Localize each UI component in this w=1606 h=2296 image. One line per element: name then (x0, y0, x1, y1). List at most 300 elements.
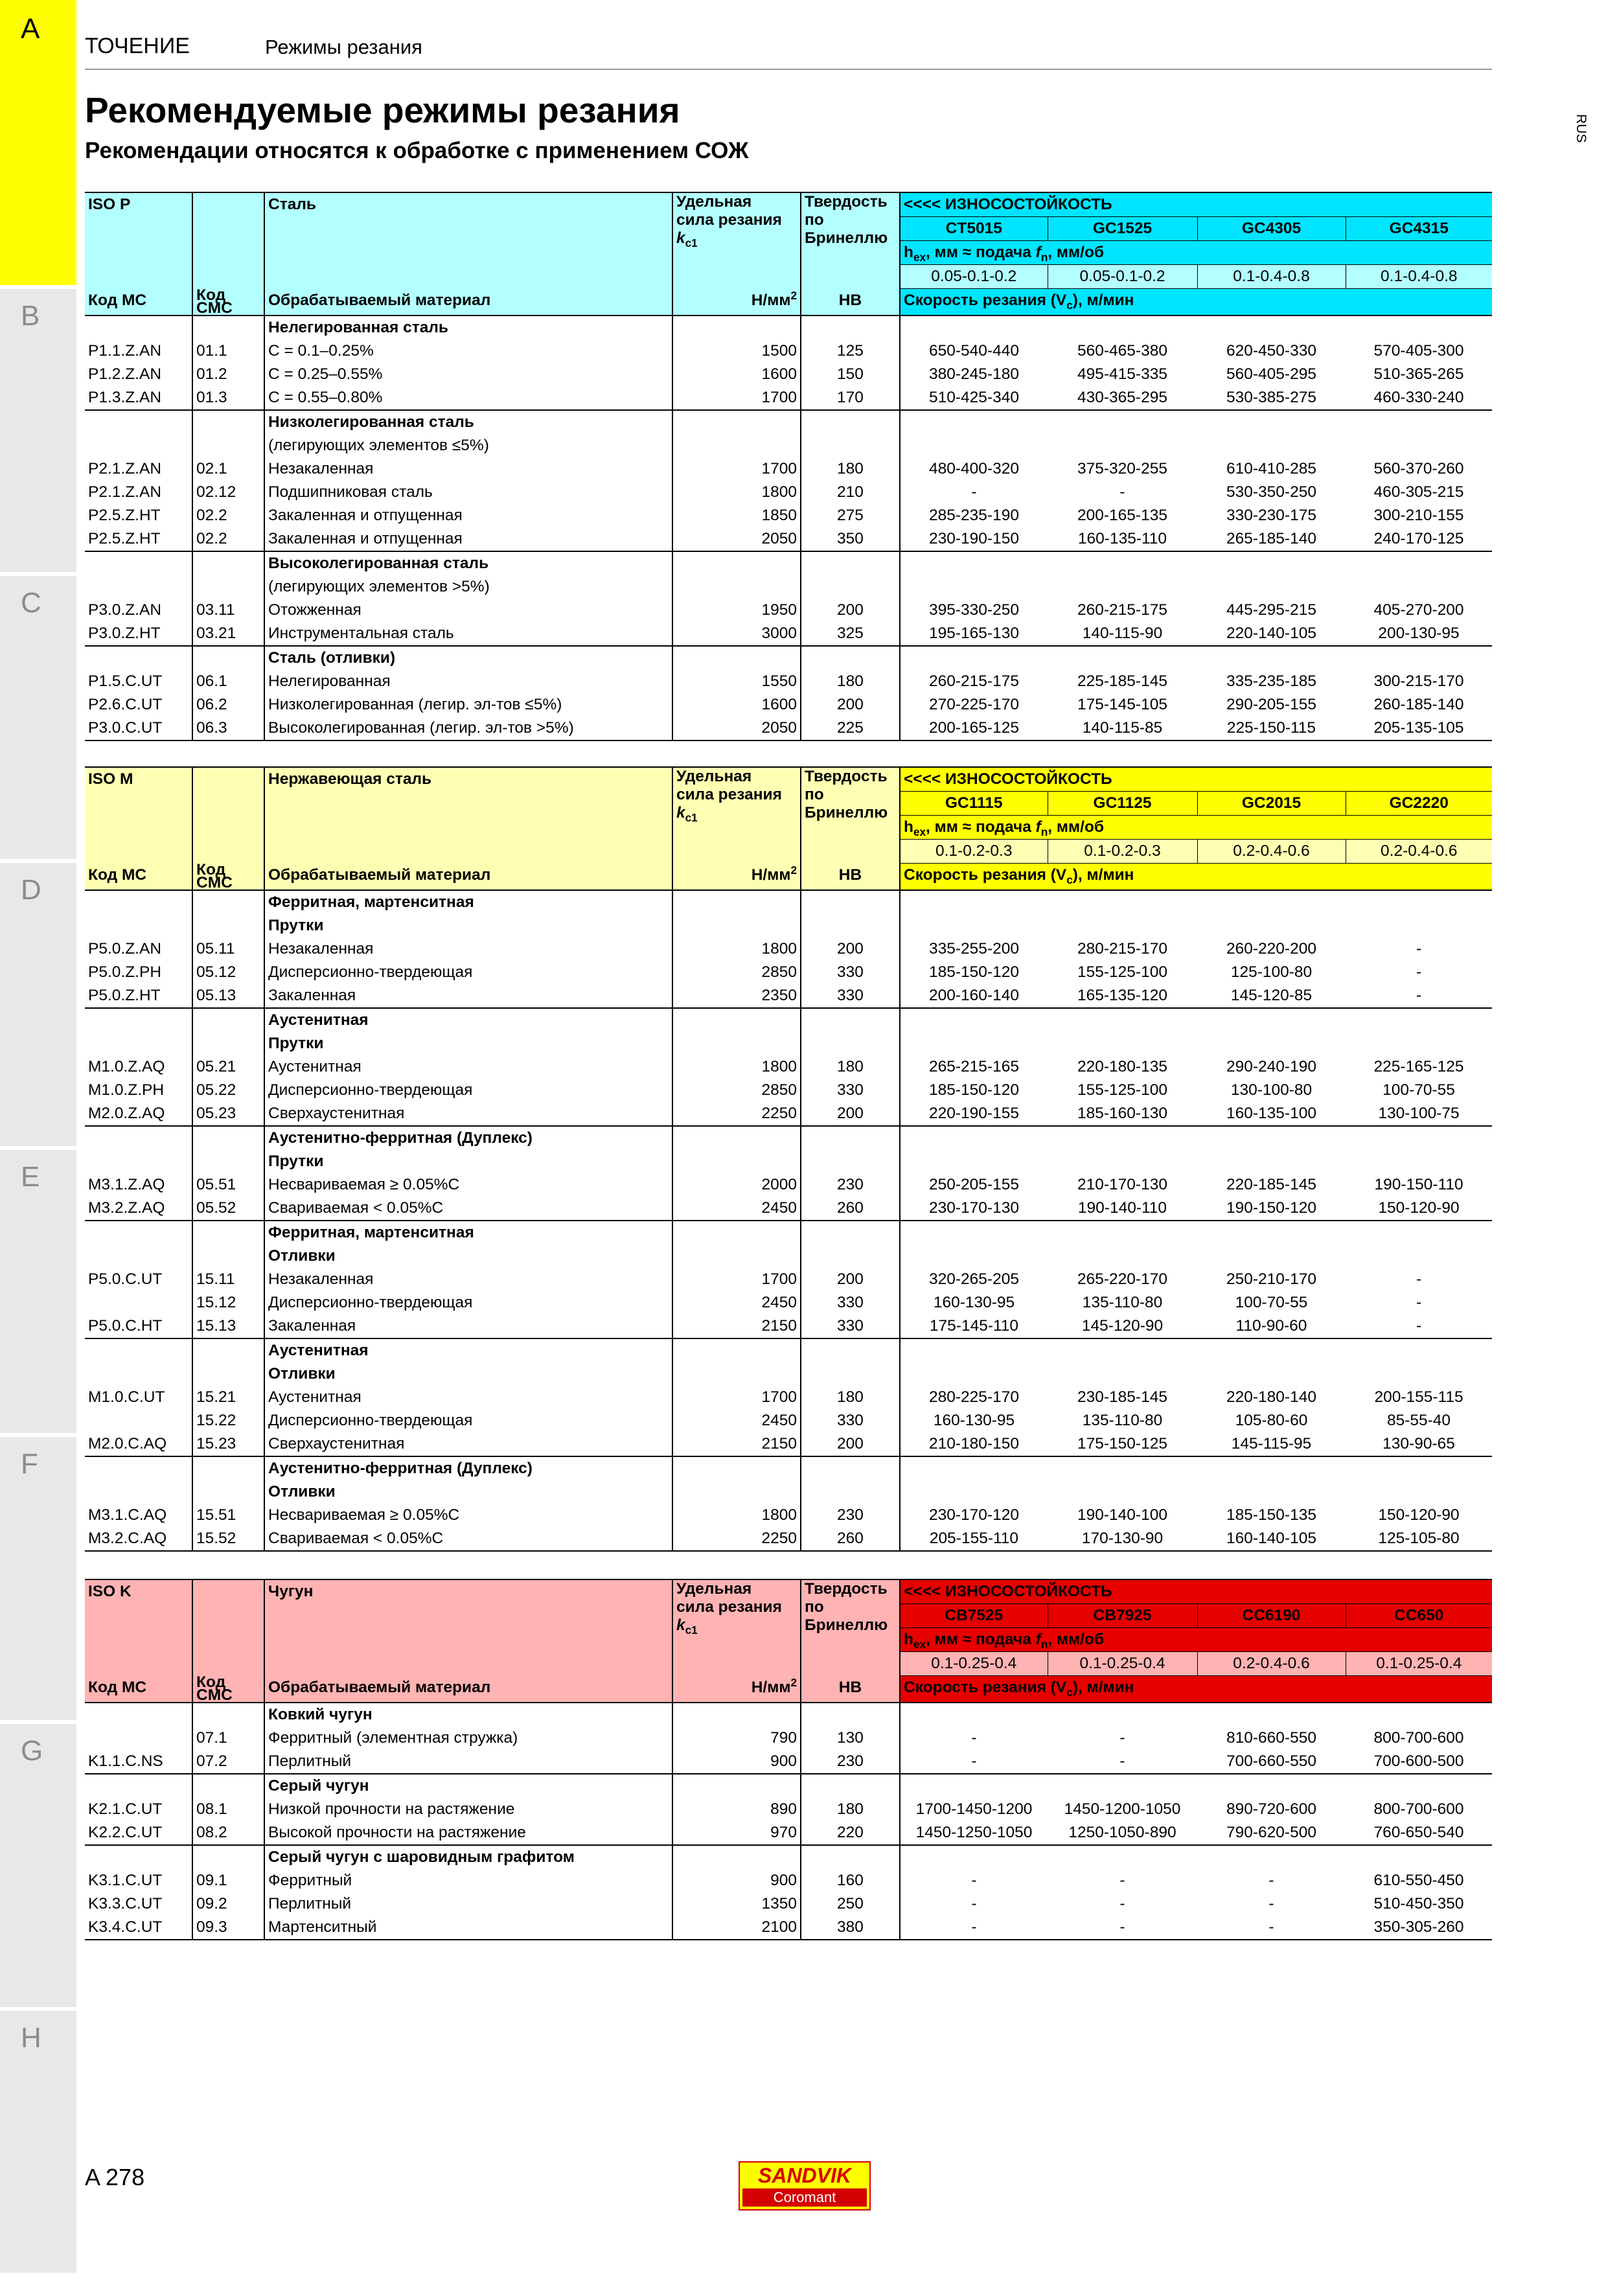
material-row (85, 1798, 1492, 1821)
group-title-row (85, 1221, 1492, 1245)
speed-grade-1: - (900, 1892, 1048, 1916)
hb-label: HB (801, 1676, 900, 1703)
unit-label (672, 864, 801, 890)
specific-force: 2050 (672, 527, 801, 551)
group-title: (легирующих элементов >5%) (264, 575, 672, 599)
empty-cell (1346, 914, 1492, 937)
speed-grade-3: 560-405-295 (1226, 365, 1316, 383)
empty-cell (1197, 434, 1346, 457)
empty-cell (900, 316, 1048, 339)
chapter-tab-letter: E (21, 1161, 40, 1193)
chapter-tab-f[interactable] (0, 1435, 76, 1722)
chapter-tab-d[interactable] (0, 861, 76, 1148)
speed-grade-2: 230-185-145 (1077, 1388, 1167, 1406)
speed-grade-3: 225-150-115 (1197, 717, 1346, 740)
hardness: 330 (801, 1291, 900, 1314)
chapter-tab-letter: F (21, 1448, 38, 1480)
speed-grade-4: 205-135-105 (1346, 717, 1492, 740)
code-cmc: 06.1 (192, 670, 264, 693)
group-title-row (85, 1480, 1492, 1504)
material-name: Сверхаустенитная (264, 1102, 672, 1126)
speed-grade-2: - (1119, 1894, 1125, 1912)
tab-divider (0, 1146, 76, 1150)
speed-grade-2: - (1119, 1728, 1125, 1747)
empty-cell (801, 1245, 900, 1268)
empty-cell (1346, 1245, 1492, 1268)
empty-cell (900, 1150, 1048, 1173)
material-header: Нержавеющая сталь (264, 767, 672, 864)
hardness: 220 (801, 1821, 900, 1845)
speed-grade-2: 260-215-175 (1077, 601, 1167, 619)
speed-grade-1: 175-145-110 (900, 1314, 1048, 1338)
chapter-tabs (0, 0, 76, 2273)
hardness: 325 (801, 622, 900, 646)
speed-grade-4: 510-365-265 (1373, 365, 1464, 383)
material-name: Закаленная и отпущенная (264, 527, 672, 551)
speed-grade-3: 220-180-140 (1226, 1388, 1316, 1406)
material-column-label: Обрабатываемый материал (264, 1676, 672, 1703)
speed-grade-4: 760-650-540 (1373, 1823, 1464, 1841)
code-mc: P3.0.Z.HT (85, 622, 192, 646)
code-cmc-label (192, 864, 264, 890)
unit-text: Н/мм (751, 1678, 791, 1696)
speed-unit: $_c$), м/мин (1066, 292, 1134, 312)
speed-grade-1: 220-190-155 (900, 1102, 1048, 1126)
hardness: 330 (801, 1409, 900, 1432)
material-row (85, 1892, 1492, 1916)
speed-grade-4: 150-120-90 (1378, 1506, 1460, 1524)
speed-grade-4: 610-550-450 (1373, 1871, 1464, 1889)
empty-cell (801, 1150, 900, 1173)
speed-grade-3: 185-150-135 (1226, 1506, 1316, 1524)
code-cmc: 09.1 (192, 1869, 264, 1892)
speed-grade-1: 280-225-170 (900, 1386, 1048, 1409)
chapter-tab-e[interactable] (0, 1148, 76, 1435)
hardness: 180 (801, 1386, 900, 1409)
empty-cell (1346, 1008, 1492, 1032)
hardness: 200 (801, 599, 900, 622)
empty-cell (192, 1338, 264, 1362)
feed-range: 0.05-0.1-0.2 (900, 265, 1048, 289)
code-mc: P5.0.Z.PH (85, 961, 192, 984)
code-mc: P2.1.Z.AN (85, 457, 192, 481)
speed-grade-2: 1250-1050-890 (1068, 1823, 1176, 1841)
group-title-row (85, 551, 1492, 575)
speed-grade-4: 85-55-40 (1386, 1411, 1451, 1429)
code-cmc: 08.2 (192, 1821, 264, 1845)
speed-grade-4: 350-305-260 (1346, 1916, 1492, 1940)
hardness: 180 (801, 670, 900, 693)
empty-cell (900, 1845, 1048, 1869)
empty-cell (192, 1221, 264, 1245)
code-mc-label: Код МС (85, 864, 192, 890)
empty-cell (801, 316, 900, 339)
empty-cell (85, 1032, 192, 1055)
code-cmc: 02.2 (192, 504, 264, 527)
material-row (85, 1291, 1492, 1314)
hardness: 150 (801, 363, 900, 386)
empty-cell (801, 1008, 900, 1032)
empty-cell (672, 575, 801, 599)
page-header (85, 30, 1492, 70)
empty-cell (801, 1703, 900, 1727)
speed-grade-4: 100-70-55 (1382, 1081, 1455, 1099)
specific-force: 1350 (672, 1892, 801, 1916)
hardness: 330 (801, 961, 900, 984)
speed-grade-2: 220-180-135 (1077, 1057, 1167, 1075)
speed-grade-1: 1450-1250-1050 (900, 1821, 1048, 1845)
hardness: 230 (801, 1504, 900, 1527)
code-cmc: 02.2 (192, 527, 264, 551)
iso-group-label: ISO P (85, 192, 192, 289)
speed-grade-1: - (900, 1750, 1048, 1774)
empty-cell (801, 551, 900, 575)
logo-subline: Coromant (742, 2188, 867, 2207)
code-cmc: 05.13 (192, 984, 264, 1008)
logo-wordmark: SANDVIK (757, 2164, 851, 2187)
unit-text: Н/мм (751, 291, 791, 309)
hardness: 130 (801, 1727, 900, 1750)
empty-cell (900, 1480, 1048, 1504)
empty-cell (1346, 410, 1492, 434)
speed-grade-1: - (900, 1869, 1048, 1892)
specific-force: 2450 (672, 1291, 801, 1314)
speed-grade-4: 260-185-140 (1373, 695, 1464, 713)
hardness-header (801, 767, 900, 864)
material-name: Аустенитная (264, 1386, 672, 1409)
specific-force: 1700 (672, 1268, 801, 1291)
speed-grade-3: - (1197, 1916, 1346, 1940)
specific-force: 2050 (672, 717, 801, 740)
code-cmc: 09.3 (192, 1916, 264, 1940)
empty-cell (1197, 914, 1346, 937)
empty-cell (1346, 646, 1492, 670)
empty-cell (801, 434, 900, 457)
empty-cell (801, 1126, 900, 1150)
code-mc: M1.0.Z.PH (85, 1079, 192, 1102)
speed-grade-3: 620-450-330 (1226, 341, 1316, 360)
header-line: Бринеллю (805, 229, 888, 247)
page-number: A 278 (85, 2164, 145, 2190)
empty-cell (900, 1221, 1048, 1245)
empty-cell (801, 1362, 900, 1386)
feed-range: 0.1-0.25-0.4 (1048, 1652, 1197, 1676)
empty-cell (1048, 1703, 1197, 1727)
empty-cell (900, 1126, 1048, 1150)
code-cmc: 15.23 (192, 1432, 264, 1456)
empty-cell (672, 1480, 801, 1504)
speed-grade-1: 270-225-170 (900, 693, 1048, 717)
group-title: Прутки (264, 914, 672, 937)
material-name: Перлитный (264, 1892, 672, 1916)
empty-cell (672, 1032, 801, 1055)
header-line: Бринеллю (805, 804, 888, 821)
speed-grade-2: 430-365-295 (1077, 388, 1167, 406)
feed-label: $h_{ex}$, мм ≈ подача $f_n$, мм/об (900, 1628, 1492, 1652)
speed-grade-4: 130-100-75 (1378, 1104, 1460, 1122)
empty-cell (85, 1362, 192, 1386)
hardness: 200 (801, 1268, 900, 1291)
empty-cell (900, 434, 1048, 457)
speed-grade-2: - (1119, 1871, 1125, 1889)
tab-divider (0, 2007, 76, 2011)
group-title: Аустенитная (264, 1008, 672, 1032)
speed-text: Скорость резания (V (904, 1679, 1067, 1696)
empty-cell (192, 1150, 264, 1173)
speed-grade-4: 700-600-500 (1373, 1752, 1464, 1770)
speed-grade-1: 230-170-130 (900, 1197, 1048, 1221)
hardness: 260 (801, 1197, 900, 1221)
cmc-header (192, 1579, 264, 1676)
speed-grade-3: 260-220-200 (1226, 939, 1316, 958)
specific-force: 1800 (672, 1504, 801, 1527)
code-mc: P5.0.Z.AN (85, 937, 192, 961)
code-mc: M3.1.Z.AQ (85, 1173, 192, 1197)
empty-cell (900, 914, 1048, 937)
speed-grade-4: 300-210-155 (1373, 506, 1464, 524)
speed-text: Скорость резания (V (904, 866, 1067, 884)
speed-grade-2: 175-145-105 (1077, 695, 1167, 713)
header-line: Удельная (676, 1580, 752, 1598)
chapter-tab-g[interactable] (0, 1722, 76, 2009)
cutting-data-table-iso-m (85, 766, 1492, 1552)
grade-cc650: CC650 (1346, 1604, 1492, 1628)
empty-cell (85, 1774, 192, 1798)
code-cmc-label (192, 1676, 264, 1703)
empty-cell (801, 1456, 900, 1480)
specific-force: 2850 (672, 961, 801, 984)
speed-grade-4: 800-700-600 (1373, 1800, 1464, 1818)
empty-cell (801, 1774, 900, 1798)
empty-cell (1048, 890, 1197, 914)
header-line: по (805, 1598, 824, 1616)
empty-cell (900, 551, 1048, 575)
empty-cell (85, 1845, 192, 1869)
table-header-row (85, 767, 1492, 792)
iso-group-label: ISO M (85, 767, 192, 864)
material-name: Сверхаустенитная (264, 1432, 672, 1456)
speed-grade-1: 380-245-180 (900, 363, 1048, 386)
empty-cell (85, 1338, 192, 1362)
empty-cell (801, 646, 900, 670)
code-cmc: 01.2 (192, 363, 264, 386)
material-row (85, 937, 1492, 961)
specific-force: 1600 (672, 363, 801, 386)
empty-cell (1048, 1456, 1197, 1480)
feed-range: 0.1-0.25-0.4 (1346, 1652, 1492, 1676)
speed-grade-2: 160-135-110 (1077, 529, 1167, 547)
speed-grade-4: 190-150-110 (1374, 1175, 1463, 1193)
empty-cell (192, 1774, 264, 1798)
code-cmc: 05.52 (192, 1197, 264, 1221)
speed-grade-3: 610-410-285 (1226, 459, 1316, 477)
group-title: Аустенитно-ферритная (Дуплекс) (264, 1126, 672, 1150)
chapter-tab-a[interactable] (0, 0, 76, 287)
speed-grade-3: 105-80-60 (1235, 1411, 1308, 1429)
chapter-tab-b[interactable] (0, 287, 76, 574)
code-mc: P2.6.C.UT (85, 693, 192, 717)
empty-cell (1048, 646, 1197, 670)
empty-cell (1346, 551, 1492, 575)
empty-cell (85, 1456, 192, 1480)
group-title: Отливки (264, 1362, 672, 1386)
material-name: Высокой прочности на растяжение (264, 1821, 672, 1845)
speed-grade-4: 200-130-95 (1378, 624, 1460, 642)
empty-cell (900, 410, 1048, 434)
group-title: Высоколегированная сталь (264, 551, 672, 575)
empty-cell (1197, 890, 1346, 914)
empty-cell (672, 1245, 801, 1268)
hardness-header (801, 192, 900, 289)
chapter-tab-h[interactable] (0, 2009, 76, 2296)
speed-grade-2: 225-185-145 (1077, 672, 1167, 690)
hardness: 200 (801, 1432, 900, 1456)
code-mc: K2.1.C.UT (85, 1798, 192, 1821)
speed-grade-2: 145-120-90 (1081, 1316, 1164, 1335)
code-mc: M1.0.C.UT (85, 1386, 192, 1409)
speed-grade-4: - (1416, 986, 1422, 1004)
speed-grade-2: 190-140-100 (1077, 1506, 1167, 1524)
speed-grade-4: - (1416, 963, 1422, 981)
speed-grade-2: 140-115-90 (1082, 624, 1163, 642)
material-row (85, 984, 1492, 1008)
code-cmc: 05.22 (192, 1079, 264, 1102)
speed-text: Скорость резания (V (904, 292, 1067, 309)
hb-label: HB (801, 289, 900, 316)
specific-force: 1850 (672, 504, 801, 527)
empty-cell (1346, 1126, 1492, 1150)
grade-gc4305: GC4305 (1197, 217, 1346, 241)
speed-grade-1: - (900, 1916, 1048, 1940)
speed-grade-1: 650-540-440 (900, 339, 1048, 363)
material-column-label: Обрабатываемый материал (264, 289, 672, 316)
code-mc: K2.2.C.UT (85, 1821, 192, 1845)
empty-cell (801, 1480, 900, 1504)
speed-grade-1: 230-170-120 (900, 1504, 1048, 1527)
specific-force: 900 (672, 1869, 801, 1892)
code-cmc: 15.22 (192, 1409, 264, 1432)
empty-cell (192, 914, 264, 937)
speed-grade-2: 495-415-335 (1077, 365, 1167, 383)
specific-force: 2450 (672, 1197, 801, 1221)
code-mc-label: Код МС (85, 289, 192, 316)
empty-cell (85, 1126, 192, 1150)
header-line: Бринеллю (805, 1616, 888, 1634)
speed-grade-3: 290-205-155 (1226, 695, 1316, 713)
specific-force: 1800 (672, 1055, 801, 1079)
empty-cell (192, 1456, 264, 1480)
speed-grade-2: 135-110-80 (1082, 1293, 1163, 1311)
specific-force: 790 (672, 1727, 801, 1750)
group-title: Низколегированная сталь (264, 410, 672, 434)
code-cmc: 07.1 (192, 1727, 264, 1750)
speed-grade-1: 200-160-140 (900, 984, 1048, 1008)
tab-divider (0, 572, 76, 576)
speed-grade-2: 210-170-130 (1077, 1175, 1167, 1193)
group-title-row (85, 1774, 1492, 1798)
material-name: Инструментальная сталь (264, 622, 672, 646)
chapter-tab-c[interactable] (0, 574, 76, 861)
speed-grade-3: 145-120-85 (1230, 986, 1313, 1004)
empty-cell (1197, 1774, 1346, 1798)
code-mc: P1.3.Z.AN (85, 386, 192, 410)
material-name: Аустенитная (264, 1055, 672, 1079)
empty-cell (801, 1221, 900, 1245)
speed-grade-2: 140-115-85 (1048, 717, 1197, 740)
group-title-row (85, 410, 1492, 434)
hb-label: HB (801, 864, 900, 890)
empty-cell (1346, 575, 1492, 599)
empty-cell (672, 914, 801, 937)
page-title: Рекомендуемые режимы резания (85, 90, 680, 130)
code-mc: P1.1.Z.AN (85, 339, 192, 363)
unit-exponent: 2 (790, 288, 797, 302)
kc1-symbol: $k_{c1}$ (676, 804, 698, 824)
material-row (85, 504, 1492, 527)
speed-grade-1: 160-130-95 (900, 1409, 1048, 1432)
code-cmc: 09.2 (192, 1892, 264, 1916)
speed-grade-3: 110-90-60 (1235, 1316, 1307, 1335)
empty-cell (192, 1008, 264, 1032)
feed-range: 0.2-0.4-0.6 (1197, 1652, 1346, 1676)
material-row (85, 1314, 1492, 1338)
hardness: 225 (801, 717, 900, 740)
grade-gc4315: GC4315 (1346, 217, 1492, 241)
group-title: Серый чугун (264, 1774, 672, 1798)
empty-cell (1048, 1008, 1197, 1032)
empty-cell (1197, 1150, 1346, 1173)
group-title: Отливки (264, 1245, 672, 1268)
speed-grade-4: 460-330-240 (1373, 388, 1464, 406)
empty-cell (1197, 1338, 1346, 1362)
empty-cell (85, 316, 192, 339)
empty-cell (85, 914, 192, 937)
code-cmc: 05.21 (192, 1055, 264, 1079)
material-name: Незакаленная (264, 937, 672, 961)
speed-grade-3: 790-620-500 (1226, 1823, 1316, 1841)
code-cmc: 15.11 (192, 1268, 264, 1291)
header-line: Твердость (805, 768, 888, 785)
specific-force: 2250 (672, 1102, 801, 1126)
material-row (85, 1821, 1492, 1845)
material-row (85, 1527, 1492, 1551)
empty-cell (192, 551, 264, 575)
speed-grade-1: 185-150-120 (900, 961, 1048, 984)
material-name: Свариваемая < 0.05%C (264, 1527, 672, 1551)
speed-unit: $_c$), м/мин (1066, 1679, 1134, 1699)
empty-cell (672, 434, 801, 457)
code-cmc: 01.3 (192, 386, 264, 410)
material-name: Закаленная и отпущенная (264, 504, 672, 527)
empty-cell (801, 1032, 900, 1055)
hardness: 230 (801, 1173, 900, 1197)
code-mc: P3.0.Z.AN (85, 599, 192, 622)
specific-force: 900 (672, 1750, 801, 1774)
code-mc (85, 1727, 192, 1750)
feed-label: $h_{ex}$, мм ≈ подача $f_n$, мм/об (900, 816, 1492, 840)
speed-grade-4: - (1416, 1270, 1422, 1288)
speed-grade-1: 480-400-320 (900, 457, 1048, 481)
code-mc: M2.0.C.AQ (85, 1432, 192, 1456)
sandvik-coromant-logo (739, 2161, 871, 2210)
column-label-row (85, 1676, 1492, 1703)
material-row (85, 1727, 1492, 1750)
material-name: Несвариваемая ≥ 0.05%C (264, 1504, 672, 1527)
cmc-header (192, 767, 264, 864)
material-name: Несвариваемая ≥ 0.05%C (264, 1173, 672, 1197)
speed-grade-2: 185-160-130 (1077, 1104, 1167, 1122)
speed-grade-3: 100-70-55 (1235, 1293, 1308, 1311)
